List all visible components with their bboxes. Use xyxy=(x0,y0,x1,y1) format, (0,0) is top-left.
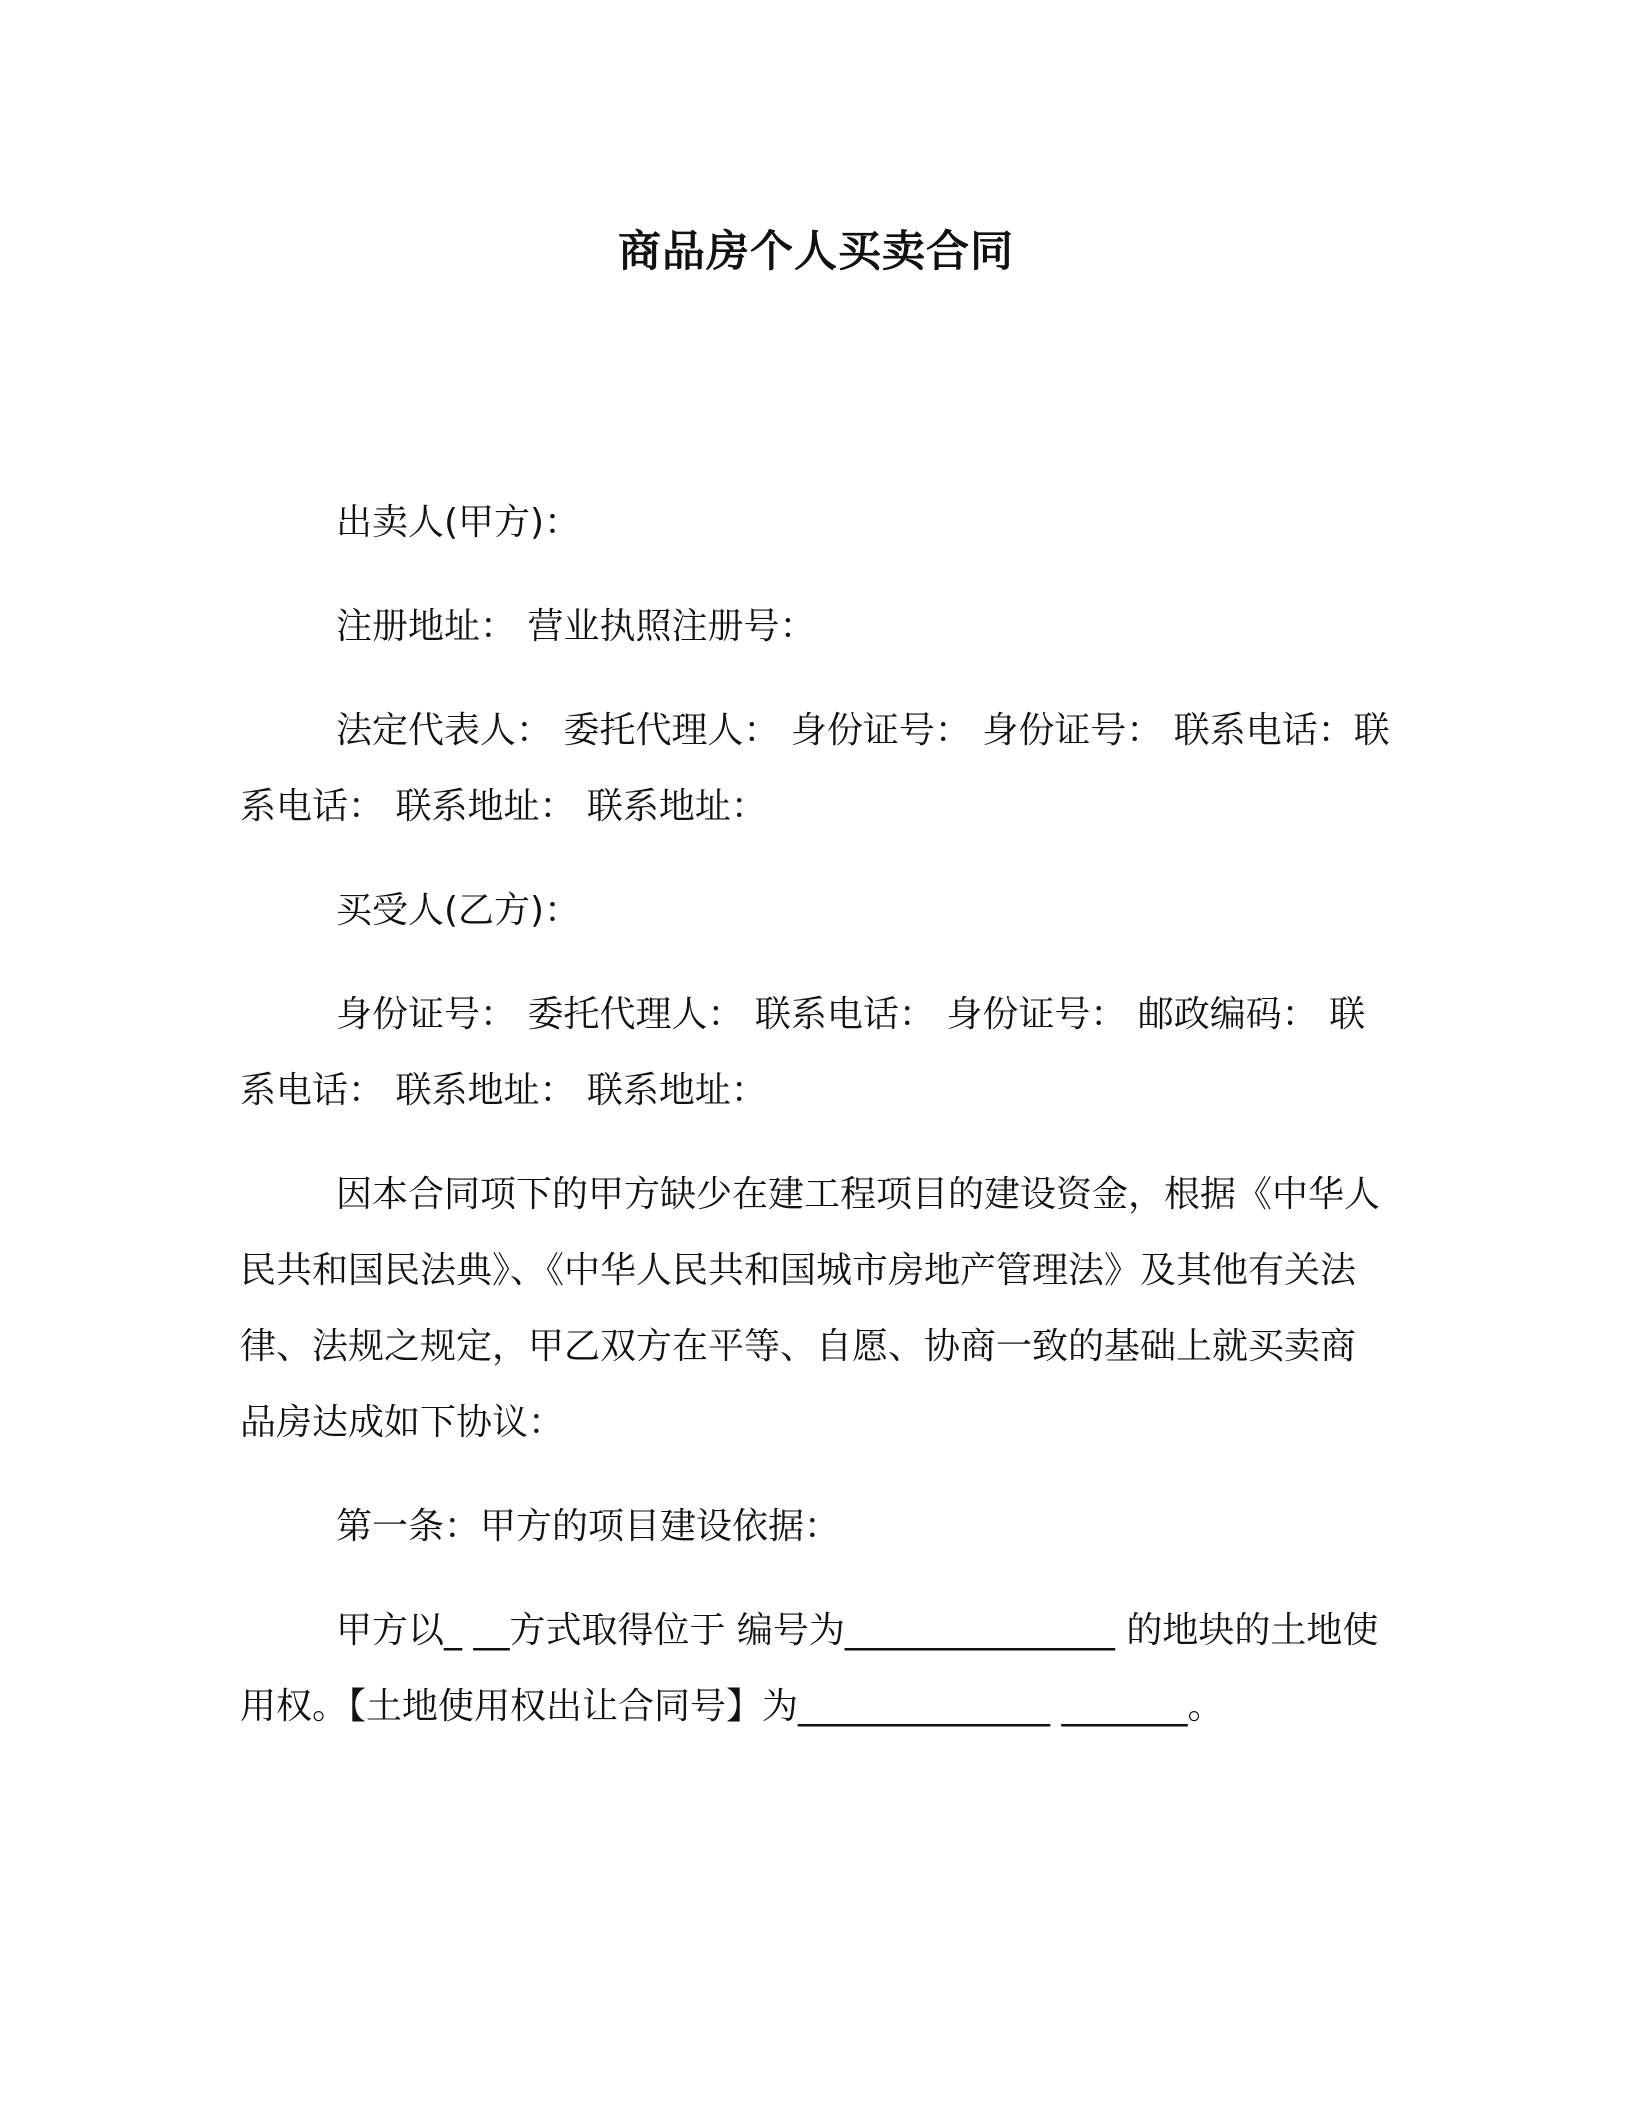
buyer-details: 身份证号： 委托代理人： 联系电话： 身份证号： 邮政编码： 联系电话： 联系地址： 联系地址： xyxy=(240,994,1366,1111)
buyer-line: 买受人(乙方)： xyxy=(336,890,581,931)
land-use-right-clause: 甲方以_ __方式取得位于 编号为_______________ 的地块的土地使用权。【土地使用权出让合同号】为______________ _______。 xyxy=(240,1610,1379,1727)
registered-address-line: 注册地址： 营业执照注册号： xyxy=(336,606,816,647)
seller-representative-details: 法定代表人： 委托代理人： 身份证号： 身份证号： 联系电话：联系电话： 联系地址： 联系地址： xyxy=(240,710,1390,827)
contract-preamble: 因本合同项下的甲方缺少在建工程项目的建设资金，根据《中华人民共和国民法典》、《中华人民共和国城市房地产管理法》及其他有关法律、法规之规定，甲乙双方在平等、自愿、协商一致的基础上就买卖商品房达成如下协议： xyxy=(240,1174,1381,1443)
document-body xyxy=(240,485,1390,1773)
seller-line: 出卖人(甲方)： xyxy=(336,502,581,543)
document-title: 商品房个人买卖合同 xyxy=(618,227,1014,277)
article-one-heading: 第一条：甲方的项目建设依据： xyxy=(336,1506,841,1547)
